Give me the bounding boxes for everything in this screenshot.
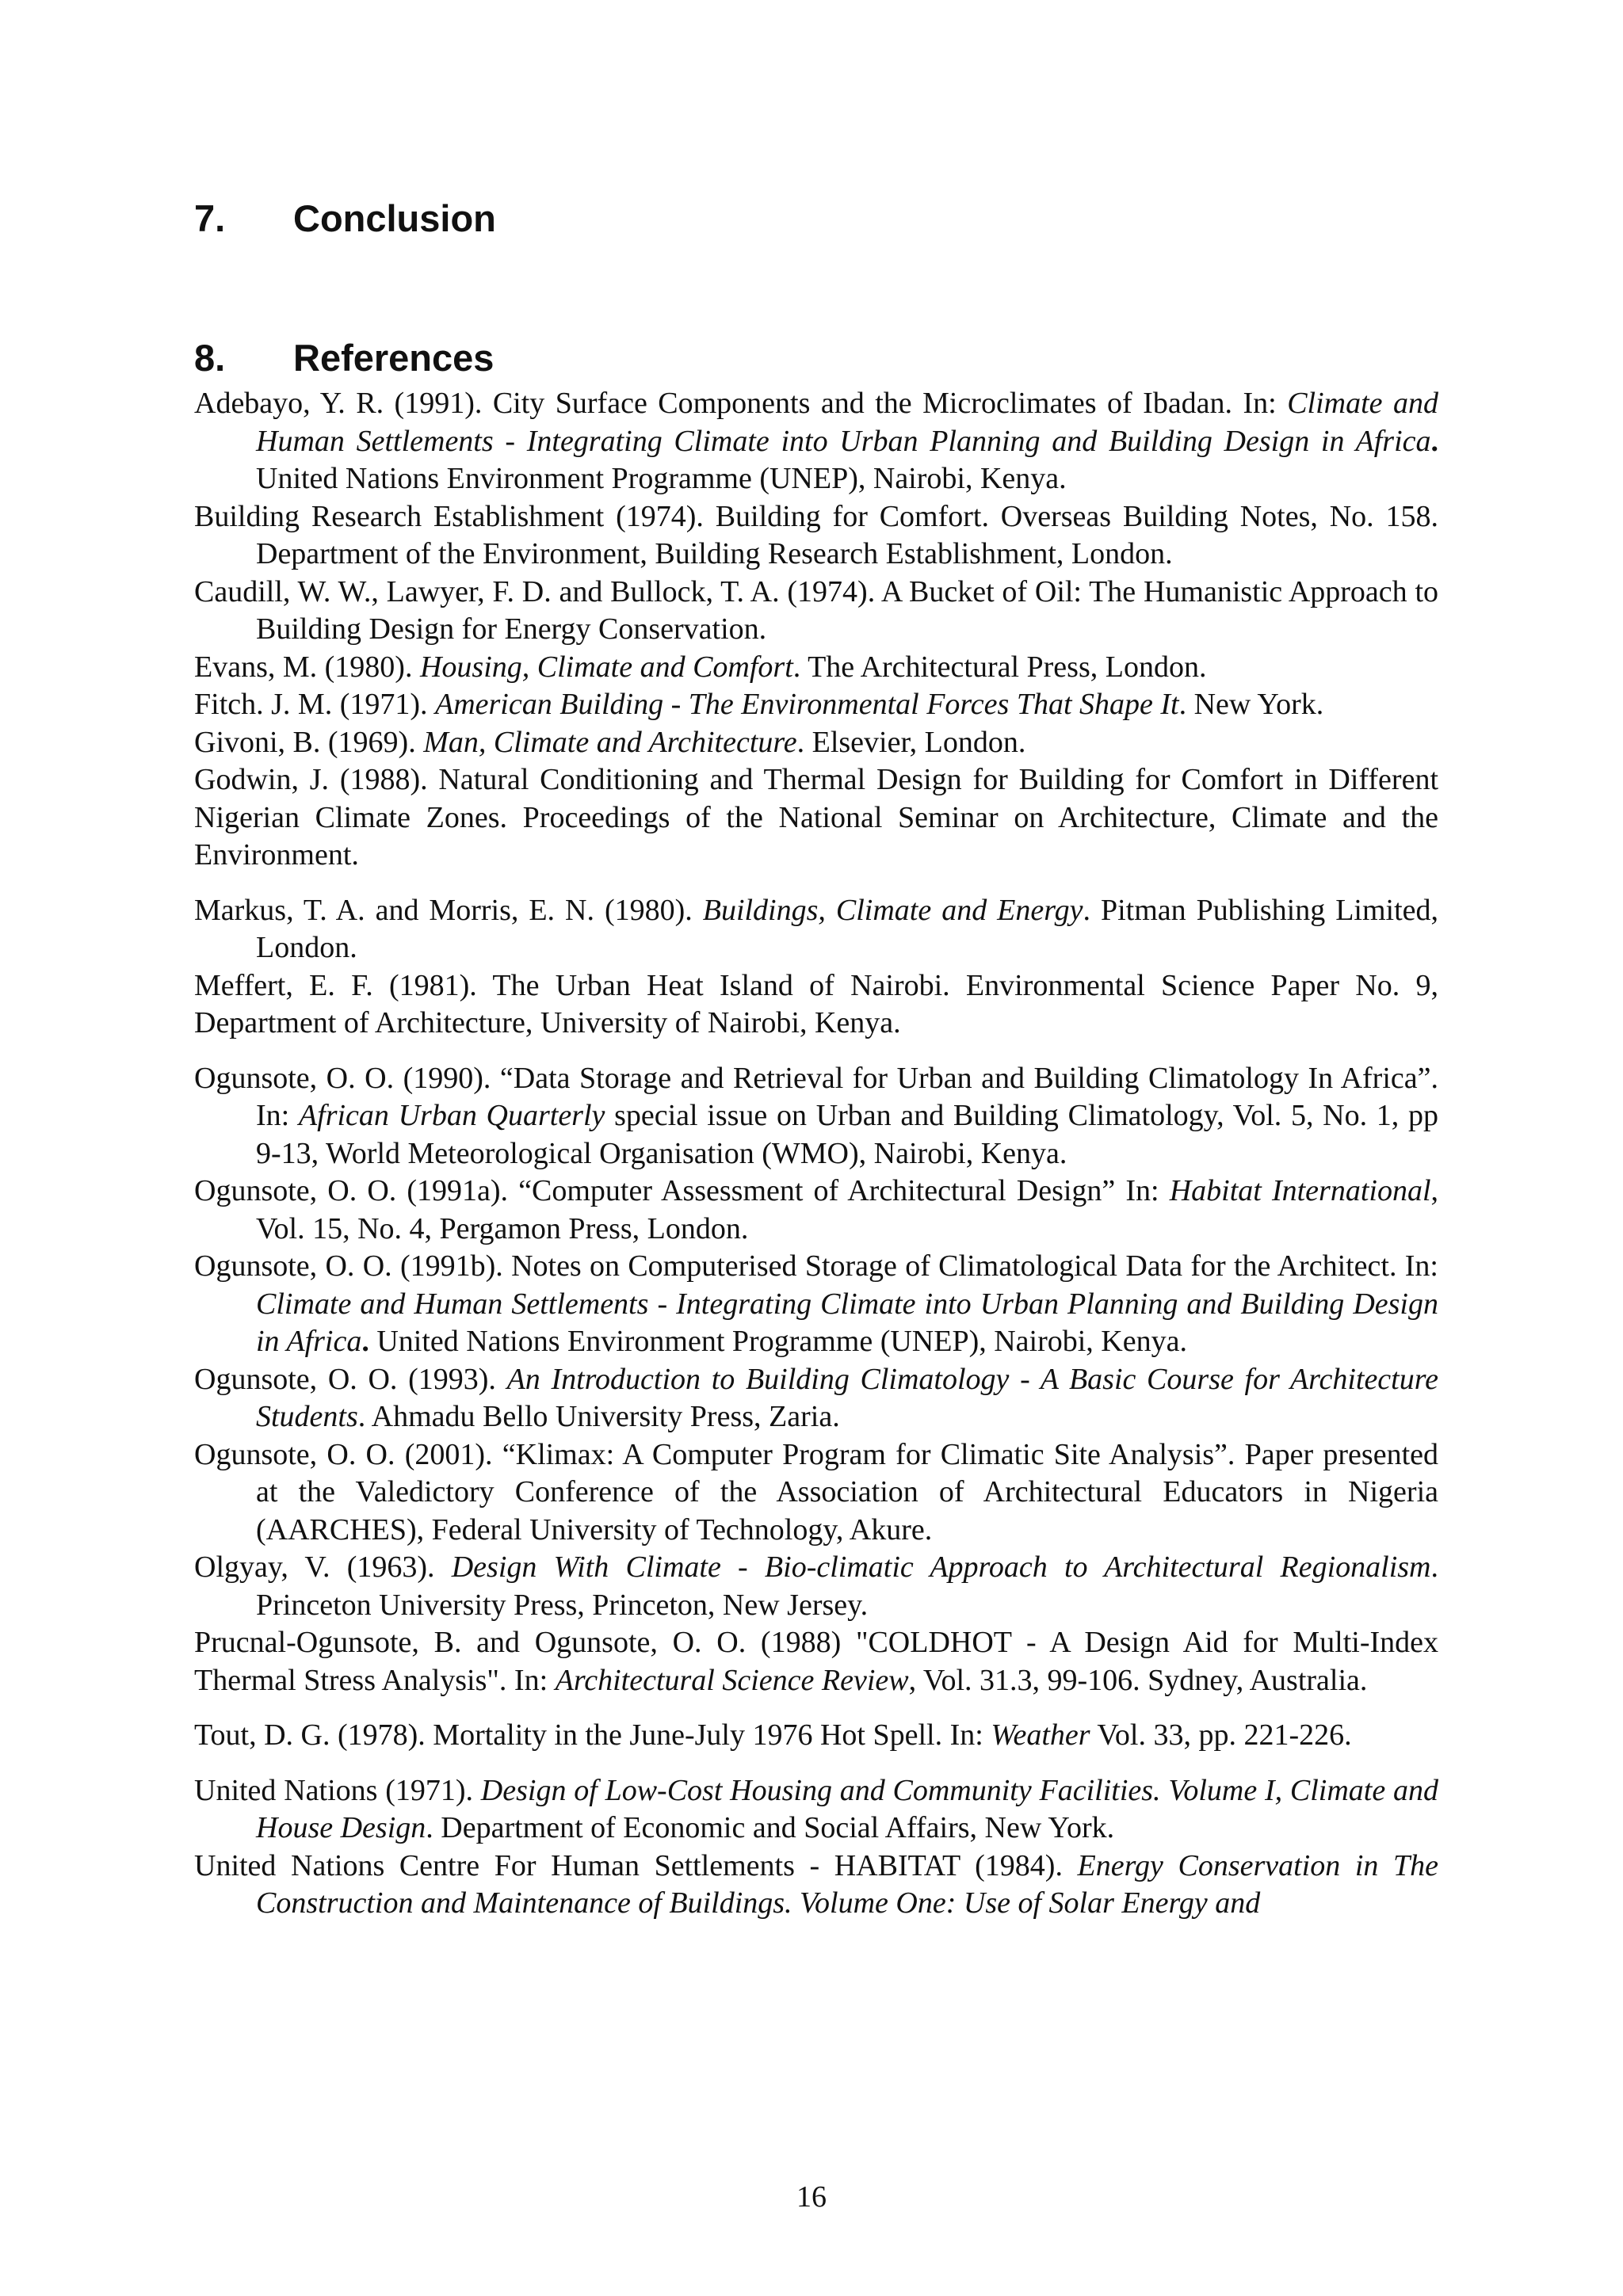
reference-entry	[194, 1717, 1438, 1755]
reference-text: United Nations Centre For Human Settlements - HABITAT (1984).	[194, 1848, 1078, 1882]
reference-text: . Pitman Publishing Limited, London.	[256, 893, 1439, 964]
reference-entry	[194, 892, 1438, 967]
reference-text: Building Research Establishment (1974). Building for Comfort. Overseas Building Notes, No. 158. Department of the Environment, Building Research Establishment, London.	[194, 499, 1438, 570]
reference-title: Housing, Climate and Comfort	[419, 650, 793, 684]
reference-text: . Princeton University Press, Princeton, New Jersey.	[256, 1550, 1438, 1622]
reference-title: Weather	[991, 1718, 1090, 1752]
reference-title: Climate and Human Settlements - Integrating Climate into Urban Planning and Building Design in Africa	[256, 387, 1438, 458]
reference-entry	[194, 385, 1438, 498]
reference-entry	[194, 967, 1438, 1043]
reference-text: Givoni, B. (1969).	[194, 725, 424, 759]
reference-text: Ogunsote, O. O. (1991a). “Computer Assessment of Architectural Design” In:	[194, 1174, 1170, 1207]
reference-text: Markus, T. A. and Morris, E. N. (1980).	[194, 893, 703, 927]
reference-title: An Introduction to Building Climatology - A Basic Course for Architecture Students	[256, 1362, 1438, 1433]
reference-entry	[194, 1549, 1438, 1624]
reference-entry	[194, 1624, 1438, 1699]
reference-title: Energy Conservation in The Construction and Maintenance of Buildings. Volume One: Use of Solar Energy and	[256, 1848, 1438, 1920]
reference-text: Evans, M. (1980).	[194, 650, 420, 684]
section-heading-conclusion	[194, 196, 496, 241]
reference-text: Godwin, J. (1988). Natural Conditioning and Thermal Design for Building for Comfort in Different Nigerian Climate Zones. Proceedings of the National Seminar on Architecture, Climate and the Environment.	[194, 763, 1438, 871]
reference-entry	[194, 1361, 1438, 1436]
reference-title: African Urban Quarterly	[298, 1099, 605, 1132]
reference-entry	[194, 1848, 1438, 1923]
reference-title: Architectural Science Review	[555, 1663, 909, 1697]
reference-text: Prucnal-Ogunsote, B. and Ogunsote, O. O. (1988) "COLDHOT - A Design Aid for Multi-Index Thermal Stress Analysis". In:	[194, 1626, 1438, 1697]
reference-text: . Ahmadu Bello University Press, Zaria.	[357, 1400, 840, 1433]
reference-text: United Nations (1971).	[194, 1773, 481, 1807]
reference-title: Man, Climate and Architecture	[423, 725, 797, 759]
reference-text: . New York.	[1178, 688, 1324, 721]
reference-text: . Department of Economic and Social Affairs, New York.	[426, 1811, 1115, 1844]
reference-text: , Vol. 31.3, 99-106. Sydney, Australia.	[908, 1663, 1368, 1697]
reference-title: Design With Climate - Bio-climatic Approach to Architectural Regionalism	[451, 1550, 1431, 1584]
reference-entry	[194, 1173, 1438, 1248]
reference-text: Vol. 33, pp. 221-226.	[1090, 1718, 1352, 1752]
reference-text: special issue on Urban and Building Climatology, Vol. 5, No. 1, pp 9-13, World Meteorological Organisation (WMO), Nairobi, Kenya.	[256, 1099, 1439, 1170]
reference-text: Caudill, W. W., Lawyer, F. D. and Bullock, T. A. (1974). A Bucket of Oil: The Humanistic Approach to Building Design for Energy Conservation.	[194, 574, 1438, 646]
reference-punct: .	[1430, 424, 1438, 458]
reference-text: Ogunsote, O. O. (1991b). Notes on Computerised Storage of Climatological Data for the Architect. In:	[194, 1249, 1438, 1283]
reference-text: . Elsevier, London.	[796, 725, 1026, 759]
reference-entry	[194, 574, 1438, 649]
reference-text: Fitch. J. M. (1971).	[194, 688, 435, 721]
reference-entry	[194, 761, 1438, 875]
section-title: References	[293, 337, 495, 379]
reference-entry	[194, 686, 1438, 724]
reference-punct: .	[361, 1325, 369, 1358]
reference-title: Habitat International	[1169, 1174, 1431, 1207]
reference-title: Buildings, Climate and Energy	[702, 893, 1083, 927]
reference-list	[194, 385, 1438, 1923]
reference-text: Meffert, E. F. (1981). The Urban Heat Island of Nairobi. Environmental Science Paper No. 9, Department of Architecture, University of Nairobi, Kenya.	[194, 968, 1438, 1039]
reference-text: Ogunsote, O. O. (1990). “Data Storage and Retrieval for Urban and Building Climatology In Africa”. In:	[194, 1061, 1438, 1132]
reference-title: Design of Low-Cost Housing and Community Facilities. Volume I, Climate and House Design	[256, 1773, 1439, 1844]
section-number: 8.	[194, 337, 226, 379]
reference-entry	[194, 1060, 1438, 1173]
reference-text: Tout, D. G. (1978). Mortality in the June-July 1976 Hot Spell. In:	[194, 1718, 991, 1752]
reference-text: United Nations Environment Programme (UNEP), Nairobi, Kenya.	[256, 462, 1067, 495]
reference-text: Ogunsote, O. O. (1993).	[194, 1362, 507, 1396]
reference-text: Ogunsote, O. O. (2001). “Klimax: A Computer Program for Climatic Site Analysis”. Paper presented at the Valedictory Conference of the Association of Architectural Educators in Nigeria (AARCHES), Federal University of Technology, Akure.	[194, 1437, 1438, 1547]
reference-entry	[194, 1436, 1438, 1550]
reference-title: Climate and Human Settlements - Integrating Climate into Urban Planning and Building Design in Africa	[256, 1287, 1438, 1358]
reference-text: , Vol. 15, No. 4, Pergamon Press, London.	[256, 1174, 1438, 1245]
reference-entry	[194, 1248, 1438, 1361]
reference-text: . The Architectural Press, London.	[792, 650, 1207, 684]
reference-text: Olgyay, V. (1963).	[194, 1550, 452, 1584]
section-number: 7.	[194, 197, 226, 239]
section-heading-references	[194, 336, 494, 380]
reference-entry	[194, 724, 1438, 762]
reference-entry	[194, 649, 1438, 687]
reference-title: American Building - The Environmental Forces That Shape It	[435, 688, 1179, 721]
reference-entry	[194, 498, 1438, 574]
reference-entry	[194, 1772, 1438, 1848]
section-title: Conclusion	[293, 197, 496, 239]
reference-text: Adebayo, Y. R. (1991). City Surface Components and the Microclimates of Ibadan. In:	[194, 387, 1288, 420]
page-number: 16	[796, 2180, 827, 2214]
reference-text: United Nations Environment Programme (UNEP), Nairobi, Kenya.	[369, 1325, 1187, 1358]
